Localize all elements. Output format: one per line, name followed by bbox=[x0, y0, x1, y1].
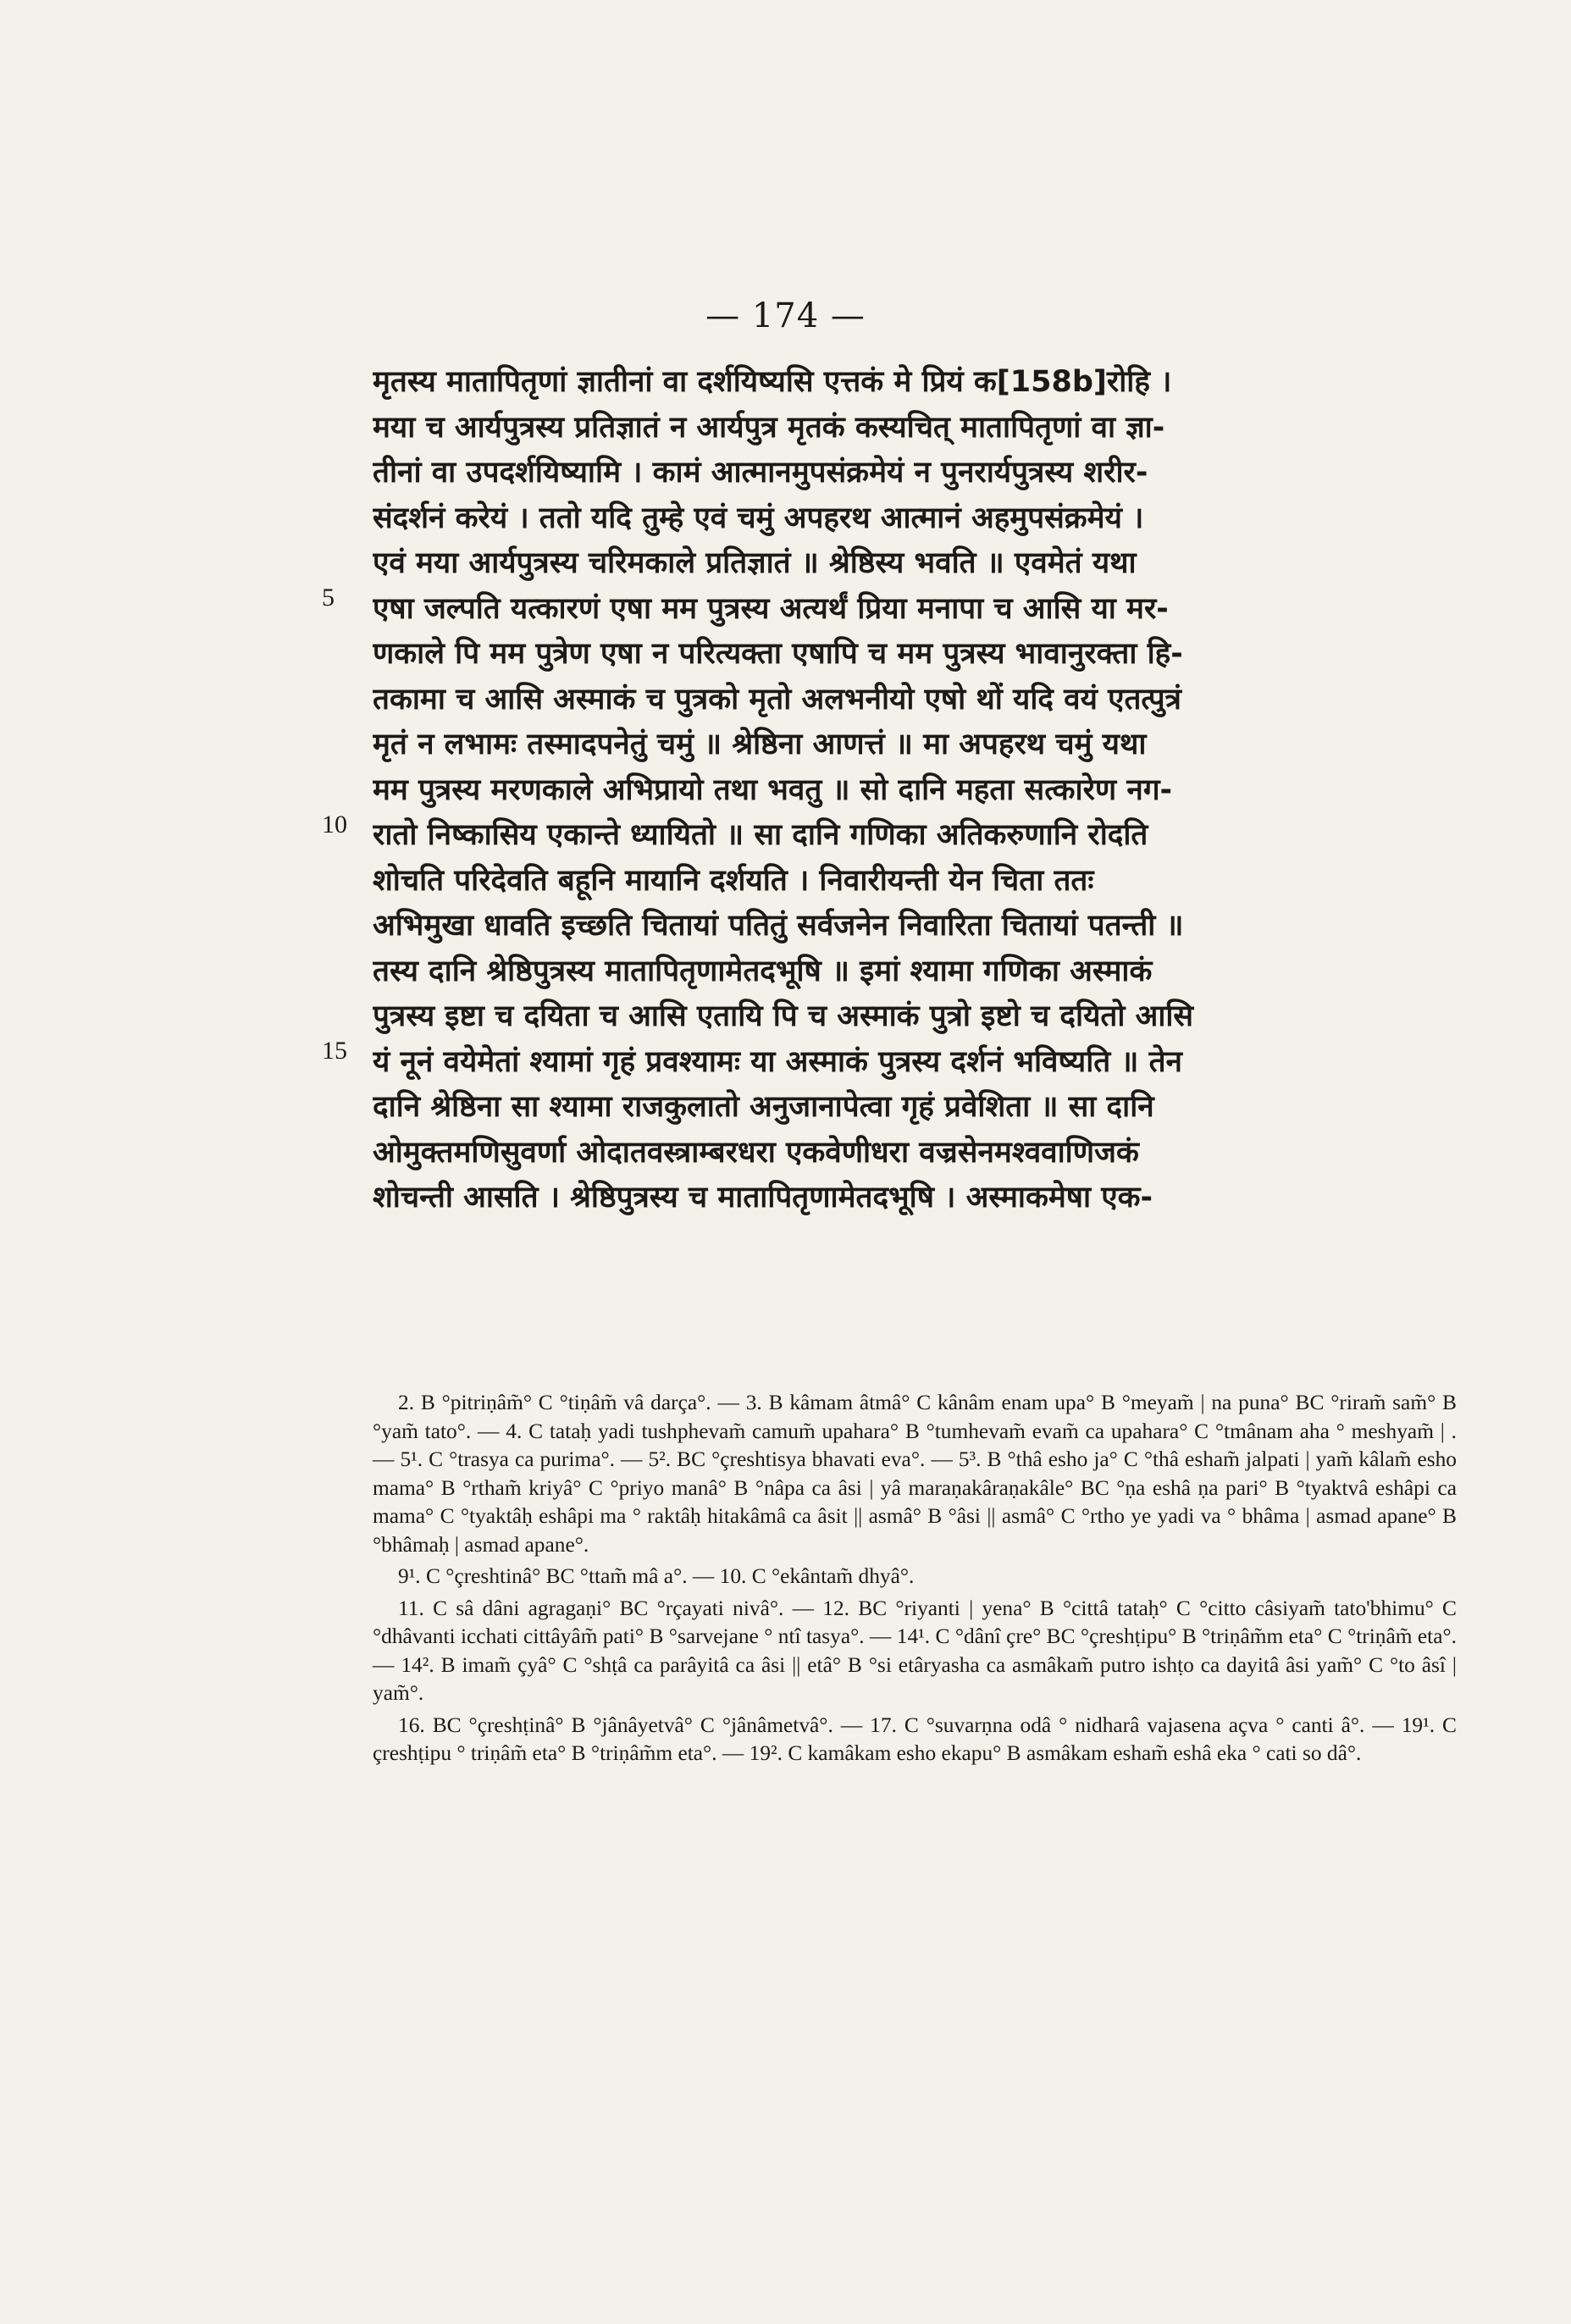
line-number-5: 5 bbox=[322, 584, 335, 611]
text-line: शोचति परिदेवति बहूनि मायानि दर्शयति । निवारीयन्ती येन चिता ततः bbox=[373, 863, 1094, 898]
footnote-paragraph: 2. B °pitriṇâm̃° C °tiṇâm̃ vâ darça°. — 3. B kâmam âtmâ° C kânâm enam upa° B °meyam̃ | na puna° BC °riram̃ sam̃° B °yam̃ tato°. — 4. C tataḥ yadi tushphevam̃ camum̃ upahara° B °tumhevam̃ evam̃ ca upahara° C °tmânam aha ° meshyam̃ | . — 5¹. C °trasya ca purima°. — 5². BC °çreshtisya bhavati eva°. — 5³. B °thâ esho ja° C °thâ esham̃ jalpati | yam̃ kâlam̃ esho mama° B °rtham̃ kriyâ° C °priyo manâ° B °nâpa ca âsi | yâ maraṇakâraṇakâle° BC °ṇa eshâ ṇa pari° B °tyaktvâ eshâpi ca mama° C °tyaktâḥ eshâpi ma ° raktâḥ hitakâmâ ca âsit || asmâ° B °âsi || asmâ° C °rtho ye yadi va ° bhâma | asmad apane° B °bhâmaḥ | asmad apane°. bbox=[373, 1391, 1457, 1557]
text-line: मृतं न लभामः तस्मादपनेतुं चमुं ॥ श्रेष्ठिना आणत्तं ॥ मा अपहरथ चमुं यथा bbox=[373, 728, 1147, 761]
line-number-15: 15 bbox=[322, 1037, 347, 1065]
text-line: शोचन्ती आसति । श्रेष्ठिपुत्रस्य च मातापितृणामेतदभूषि । अस्माकमेषा एक- bbox=[373, 1181, 1153, 1215]
text-line: संदर्शनं करेयं । ततो यदि तुम्हे एवं चमुं अपहरथ आत्मानं अहमुपसंक्रमेयं । bbox=[373, 501, 1144, 535]
main-text bbox=[373, 360, 1457, 1221]
text-line: तीनां वा उपदर्शयिष्यामि । कामं आत्मानमुपसंक्रमेयं न पुनरार्यपुत्रस्य शरीर- bbox=[373, 456, 1148, 490]
text-line: तस्य दानि श्रेष्ठिपुत्रस्य मातापितृणामेतदभूषि ॥ इमां श्यामा गणिका अस्माकं bbox=[373, 954, 1153, 988]
text-line: एवं मया आर्यपुत्रस्य चरिमकाले प्रतिज्ञातं ॥ श्रेष्ठिस्य भवति ॥ एवमेतं यथा bbox=[373, 546, 1137, 580]
text-line: यं नूनं वयेमेतां श्यामां गृहं प्रवश्यामः या अस्माकं पुत्रस्य दर्शनं भविष्यति ॥ तेन bbox=[373, 1044, 1182, 1079]
text-line: रातो निष्कासिय एकान्ते ध्यायितो ॥ सा दानि गणिका अतिकरुणानि रोदति bbox=[373, 818, 1148, 852]
text-line: तकामा च आसि अस्माकं च पुत्रको मृतो अलभनीयो एषो थों यदि वयं एतत्पुत्रं bbox=[373, 682, 1182, 717]
page-number: — 174 — bbox=[705, 296, 866, 335]
text-line: णकाले पि मम पुत्रेण एषा न परित्यक्ता एषापि च मम पुत्रस्य भावानुरक्ता हि- bbox=[373, 637, 1183, 671]
text-line: मया च आर्यपुत्रस्य प्रतिज्ञातं न आर्यपुत्र मृतकं कस्यचित् मातापितृणां वा ज्ञा- bbox=[373, 410, 1165, 445]
text-line: दानि श्रेष्ठिना सा श्यामा राजकुलातो अनुजानापेत्वा गृहं प्रवेशिता ॥ सा दानि bbox=[373, 1090, 1154, 1124]
text-line: एषा जल्पति यत्कारणं एषा मम पुत्रस्य अत्यर्थं प्रिया मनापा च आसि या मर- bbox=[373, 591, 1169, 626]
footnote-paragraph: 16. BC °çreshṭinâ° B °jânâyetvâ° C °jânâmetvâ°. — 17. C °suvarṇna odâ ° nidharâ vajasena açva ° canti â°. — 19¹. C çreshṭipu ° triṇâm̃ eta° B °triṇâm̃m eta°. — 19². C kamâkam esho ekapu° B asmâkam esham̃ eshâ eka ° cati so dâ°. bbox=[373, 1713, 1457, 1765]
text-line: मम पुत्रस्य मरणकाले अभिप्रायो तथा भवतु ॥ सो दानि महता सत्कारेण नग- bbox=[373, 772, 1173, 807]
text-line: मृतस्य मातापितृणां ज्ञातीनां वा दर्शयिष्यसि एत्तकं मे प्रियं क[158b]रोहि । bbox=[373, 365, 1172, 399]
footnote-paragraph: 9¹. C °çreshtinâ° BC °ttam̃ mâ a°. — 10. C °ekântam̃ dhyâ°. bbox=[398, 1564, 915, 1588]
text-line: ओमुक्तमणिसुवर्णा ओदातवस्त्राम्बरधरा एकवेणीधरा वज्रसेनमश्ववाणिजकं bbox=[373, 1135, 1139, 1170]
text-line: पुत्रस्य इष्टा च दयिता च आसि एतायि पि च अस्माकं पुत्रो इष्टो च दयितो आसि bbox=[373, 999, 1194, 1033]
text-line: अभिमुखा धावति इच्छति चितायां पतितुं सर्वजनेन निवारिता चितायां पतन्ती ॥ bbox=[373, 909, 1184, 943]
footnote-paragraph: 11. C sâ dâni agragaṇi° BC °rçayati nivâ°. — 12. BC °riyanti | yena° B °cittâ tataḥ° C °citto câsiyam̃ tato'bhimu° C °dhâvanti icchati cittâyâm̃ pati° B °sarvejane ° ntî tasya°. — 14¹. C °dânî çre° BC °çreshṭipu° B °triṇâm̃m eta° C °triṇâm̃ eta°. — 14². B imam̃ çyâ° C °shṭâ ca parâyitâ ca âsi || etâ° B °si etâryasha ca asmâkam̃ putro ishṭo ca dayitâ âsi yam̃° C °to âsî | yam̃°. bbox=[373, 1596, 1457, 1705]
line-number-10: 10 bbox=[322, 810, 347, 838]
footnotes bbox=[373, 1389, 1457, 1772]
